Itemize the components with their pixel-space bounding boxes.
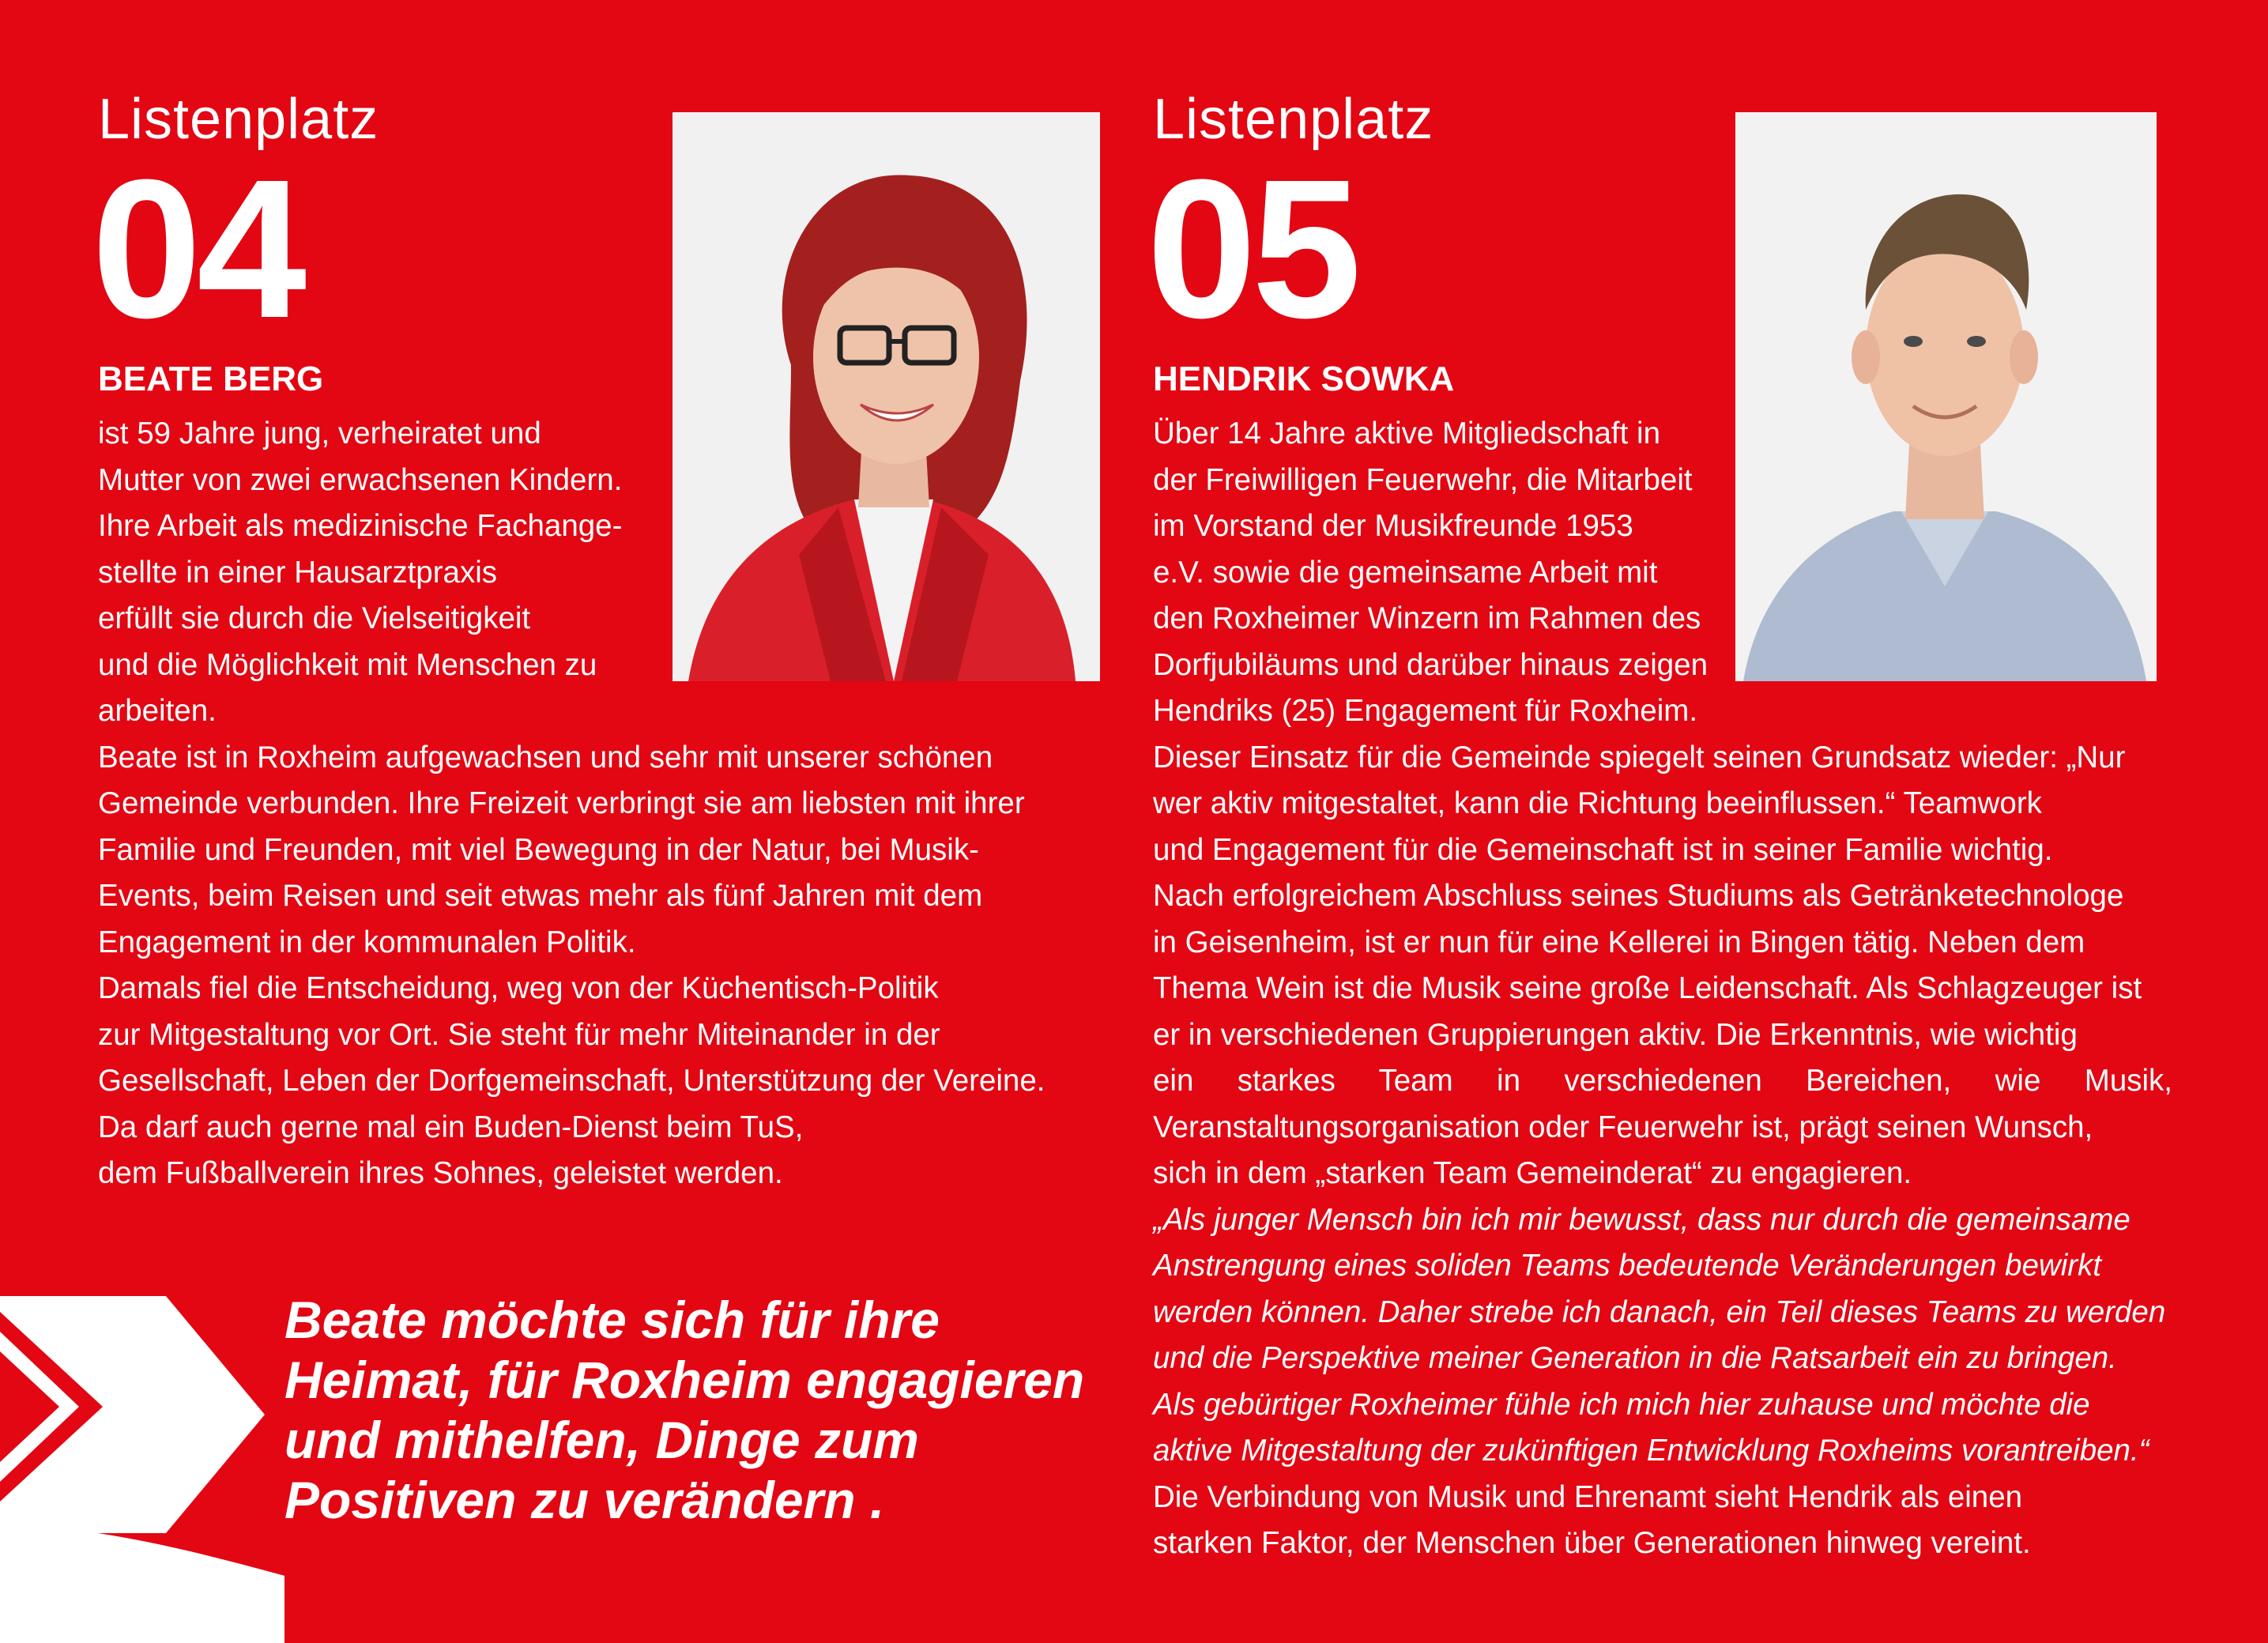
- candidate-name: HENDRIK SOWKA: [1153, 360, 1455, 398]
- text-line: Gesellschaft, Leben der Dorfgemeinschaft, Unterstützung der Vereine.: [98, 1064, 1045, 1098]
- text-line: Da darf auch gerne mal ein Buden-Dienst beim TuS,: [98, 1110, 804, 1144]
- listenplatz-label: Listenplatz: [98, 88, 379, 151]
- text-line: den Roxheimer Winzern im Rahmen des: [1153, 601, 1701, 635]
- text-line: und mithelfen, Dinge zum: [284, 1411, 919, 1469]
- text-line: Nach erfolgreichem Abschluss seines Studiums als Getränketechnologe: [1153, 879, 2124, 913]
- candidate-name: BEATE BERG: [98, 360, 324, 398]
- text-line: dem Fußballverein ihres Sohnes, geleistet werden.: [98, 1156, 783, 1190]
- text-line: Die Verbindung von Musik und Ehrenamt sieht Hendrik als einen: [1153, 1479, 2023, 1514]
- list-number: 05: [1147, 138, 1358, 359]
- text-line: ein starkes Team in verschiedenen Bereichen, wie Musik,: [1153, 1064, 2172, 1098]
- text-line: Events, beim Reisen und seit etwas mehr als fünf Jahren mit dem: [98, 879, 983, 913]
- portrait-man-icon: [1735, 112, 2157, 681]
- text-line: wer aktiv mitgestaltet, kann die Richtung beeinflussen.“ Teamwork: [1153, 786, 2042, 820]
- candidate-quote: [284, 1290, 1122, 1530]
- text-line: Beate möchte sich für ihre: [284, 1291, 940, 1349]
- text-line: Mutter von zwei erwachsenen Kindern.: [98, 462, 623, 497]
- text-line: erfüllt sie durch die Vielseitigkeit: [98, 601, 531, 635]
- list-number: 04: [92, 138, 303, 359]
- text-line: „Als junger Mensch bin ich mir bewusst, dass nur durch die gemeinsame: [1153, 1202, 2130, 1237]
- text-line: Über 14 Jahre aktive Mitgliedschaft in: [1153, 416, 1660, 450]
- text-line: Thema Wein ist die Musik seine große Leidenschaft. Als Schlagzeuger ist: [1153, 971, 2142, 1005]
- text-line: e.V. sowie die gemeinsame Arbeit mit: [1153, 555, 1658, 590]
- listenplatz-label: Listenplatz: [1153, 88, 1434, 151]
- text-line: Dieser Einsatz für die Gemeinde spiegelt seinen Grundsatz wieder: „Nur: [1153, 740, 2126, 774]
- text-line: werden können. Daher strebe ich danach, ein Teil dieses Teams zu werden: [1153, 1294, 2166, 1329]
- text-line: Positiven zu verändern .: [284, 1471, 885, 1529]
- candidate-photo-beate-berg: [672, 112, 1100, 681]
- text-line: Engagement in der kommunalen Politik.: [98, 925, 636, 959]
- chevron-swoosh-graphic: [0, 1264, 284, 1643]
- text-line: und die Möglichkeit mit Menschen zu: [98, 647, 597, 682]
- text-line: zur Mitgestaltung vor Ort. Sie steht für mehr Miteinander in der: [98, 1017, 940, 1052]
- text-line: Damals fiel die Entscheidung, weg von der Küchentisch-Politik: [98, 971, 939, 1005]
- text-line: arbeiten.: [98, 694, 217, 728]
- text-line: Ihre Arbeit als medizinische Fachange-: [98, 509, 623, 543]
- text-line: sich in dem „starken Team Gemeinderat“ zu engagieren.: [1153, 1156, 1912, 1190]
- text-line: Gemeinde verbunden. Ihre Freizeit verbringt sie am liebsten mit ihrer: [98, 786, 1025, 820]
- text-line: der Freiwilligen Feuerwehr, die Mitarbeit: [1153, 462, 1693, 497]
- text-line: Als gebürtiger Roxheimer fühle ich mich hier zuhause und möchte die: [1153, 1387, 2090, 1422]
- text-line: Dorfjubiläums und darüber hinaus zeigen: [1153, 647, 1708, 682]
- text-line: aktive Mitgestaltung der zukünftigen Entwicklung Roxheims vorantreiben.“: [1153, 1434, 2149, 1468]
- text-line: er in verschiedenen Gruppierungen aktiv. Die Erkenntnis, wie wichtig: [1153, 1017, 2078, 1052]
- text-line: Anstrengung eines soliden Teams bedeutende Veränderungen bewirkt: [1153, 1249, 2102, 1283]
- text-line: Veranstaltungsorganisation oder Feuerwehr ist, prägt seinen Wunsch,: [1153, 1110, 2093, 1144]
- text-line: im Vorstand der Musikfreunde 1953: [1153, 509, 1633, 543]
- text-line: und Engagement für die Gemeinschaft ist in seiner Familie wichtig.: [1153, 832, 2053, 867]
- text-line: Beate ist in Roxheim aufgewachsen und sehr mit unserer schönen: [98, 740, 993, 774]
- text-line: starken Faktor, der Menschen über Generationen hinweg vereint.: [1153, 1526, 2031, 1560]
- candidate-photo-hendrik-sowka: [1735, 112, 2157, 681]
- text-line: in Geisenheim, ist er nun für eine Kellerei in Bingen tätig. Neben dem: [1153, 925, 2085, 959]
- portrait-woman-icon: [672, 112, 1100, 681]
- text-line: stellte in einer Hausarztpraxis: [98, 555, 497, 590]
- text-line: ist 59 Jahre jung, verheiratet und: [98, 416, 541, 450]
- text-line: Heimat, für Roxheim engagieren: [284, 1351, 1085, 1409]
- text-line: und die Perspektive meiner Generation in die Ratsarbeit ein zu bringen.: [1153, 1341, 2117, 1375]
- text-line: Familie und Freunden, mit viel Bewegung in der Natur, bei Musik-: [98, 832, 979, 867]
- text-line: Hendriks (25) Engagement für Roxheim.: [1153, 694, 1698, 728]
